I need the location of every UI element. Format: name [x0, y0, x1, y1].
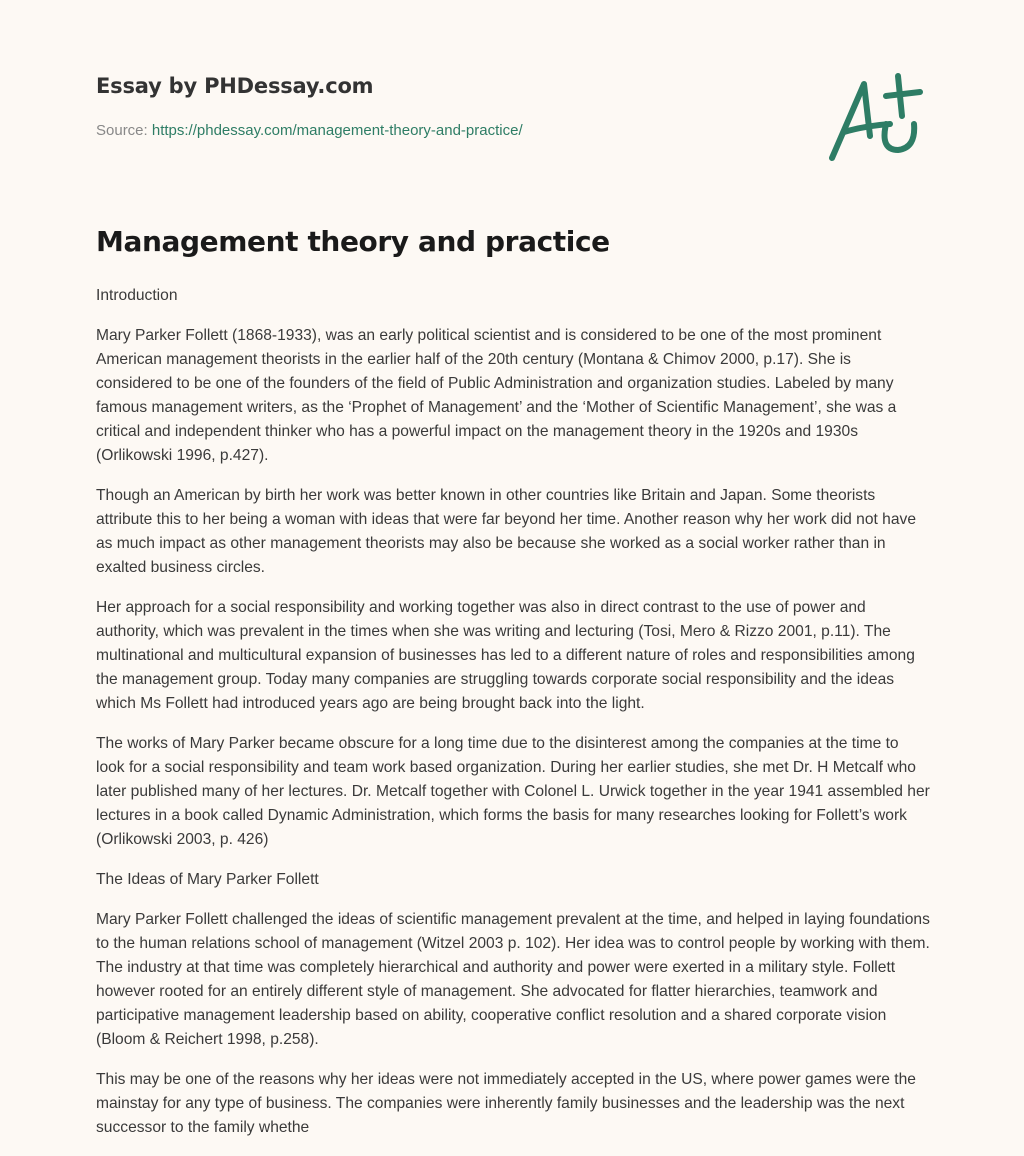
source-label: Source:	[96, 122, 148, 139]
site-title: Essay by PHDessay.com	[96, 74, 374, 98]
paragraph: Though an American by birth her work was better known in other countries like Britain and Japan. Some theorists attribute this to her being a woman with ideas that were far beyond her time. Another reason why her work did not have as much impact as other management theorists may also be because she worked as a social worker rather than in exalted business circles.	[96, 487, 916, 576]
source-line	[96, 122, 796, 139]
page-title: Management theory and practice	[96, 225, 610, 258]
essay-header	[96, 74, 796, 139]
section-heading-ideas: The Ideas of Mary Parker Follett	[96, 871, 319, 888]
article-body	[96, 284, 930, 1156]
source-link[interactable]: https://phdessay.com/management-theory-and-practice/	[151, 122, 523, 139]
paragraph: Mary Parker Follett challenged the ideas of scientific management prevalent at the time, and helped in laying foundations to the human relations school of management (Witzel 2003 p. 102). Her idea was to control people by working with them. The industry at that time was completely hierarchical and authority and power were exerted in a military style. Follett however rooted for an entirely different style of management. She advocated for flatter hierarchies, teamwork and participative management leadership based on ability, cooperative conflict resolution and a shared corporate vision (Bloom & Reichert 1998, p.258).	[96, 911, 930, 1048]
paragraph: The works of Mary Parker became obscure for a long time due to the disinterest among the companies at the time to look for a social responsibility and team work based organization. During her earlier studies, she met Dr. H Metcalf who later published many of her lectures. Dr. Metcalf together with Colonel L. Urwick together in the year 1941 assembled her lectures in a book called Dynamic Administration, which forms the basis for many researches looking for Follett’s work (Orlikowski 2003, p. 426)	[96, 735, 930, 848]
paragraph: Her approach for a social responsibility and working together was also in direct contrast to the use of power and authority, which was prevalent in the times when she was writing and lecturing (Tosi, Mero & Rizzo 2001, p.11). The multinational and multicultural expansion of businesses has led to a different nature of roles and responsibilities among the management group. Today many companies are struggling towards corporate social responsibility and the ideas which Ms Follett had introduced years ago are being brought back into the light.	[96, 599, 915, 712]
paragraph: Mary Parker Follett (1868-1933), was an early political scientist and is considered to be one of the most prominent American management theorists in the earlier half of the 20th century (Montana & Chimov 2000, p.17). She is considered to be one of the founders of the field of Public Administration and organization studies. Labeled by many famous management writers, as the ‘Prophet of Management’ and the ‘Mother of Scientific Management’, she was a critical and independent thinker who has a powerful impact on the management theory in the 1920s and 1930s (Orlikowski 1996, p.427).	[96, 327, 897, 464]
section-heading-introduction: Introduction	[96, 287, 178, 304]
a-plus-grade-icon	[820, 66, 930, 166]
paragraph: This may be one of the reasons why her ideas were not immediately accepted in the US, where power games were the mainstay for any type of business. The companies were inherently family businesses and the leadership was the next successor to the family whethe	[96, 1071, 916, 1136]
